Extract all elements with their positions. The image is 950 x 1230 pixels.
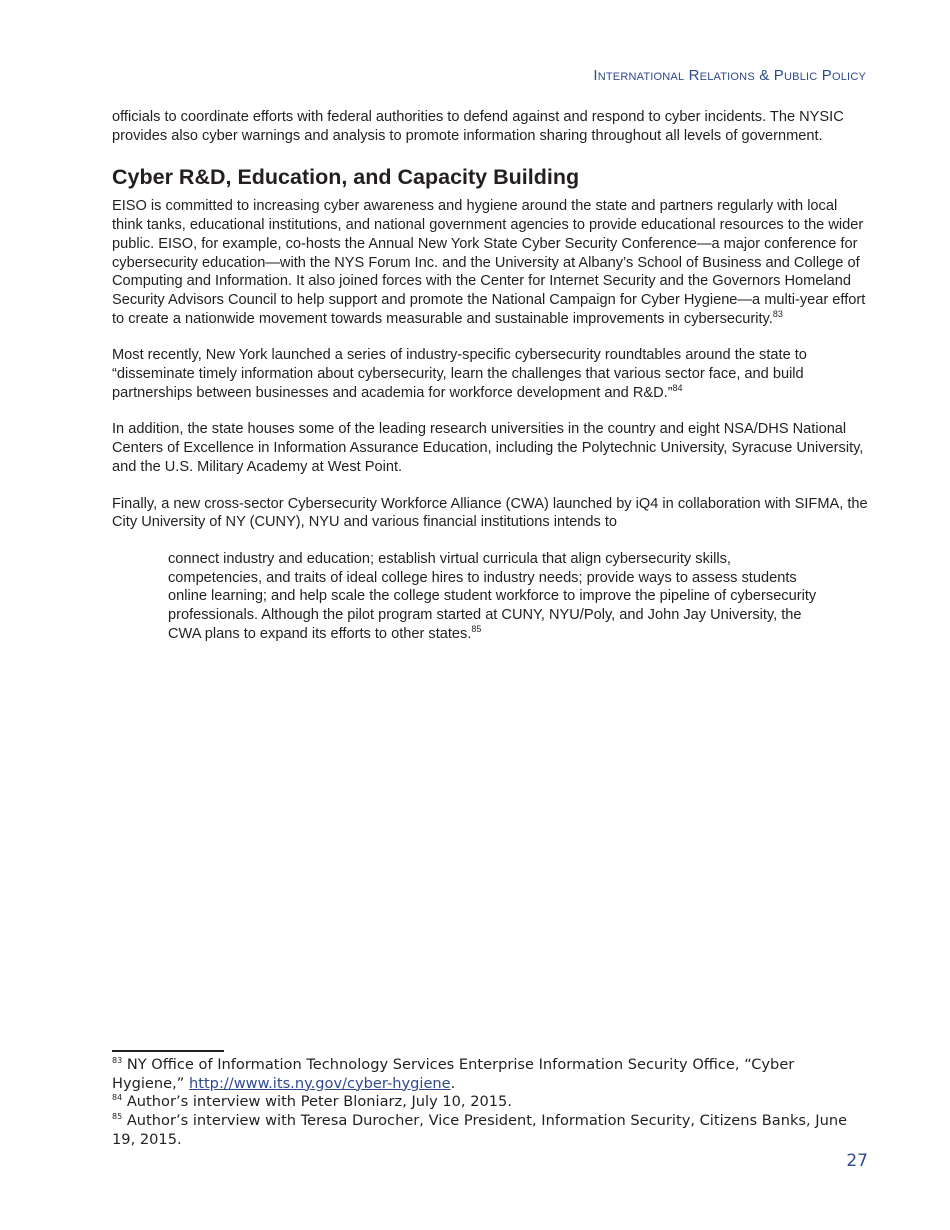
section-heading: Cyber R&D, Education, and Capacity Building	[112, 165, 580, 190]
footnote-number: 83	[112, 1056, 123, 1066]
footnote-text: NY Office of Information Technology Services Enterprise Information Security Office, “Cyber Hygiene,”	[112, 1056, 795, 1092]
paragraph-roundtables-text: Most recently, New York launched a series of industry-specific cybersecurity roundtables around the state to “disseminate timely information about cybersecurity, learn the challenges that various sector face, and build partnerships between businesses and academia for workforce development and R&D.”	[112, 347, 807, 401]
block-quote-text: connect industry and education; establish virtual curricula that align cybersecurity skills, competencies, and traits of ideal college hires to industry needs; provide ways to assess students online learning; and help scale the college student workforce to improve the pipeline of cybersecurity professionals. Although the pilot program started at CUNY, NYU/Poly, and John Jay University, the CWA plans to expand its efforts to other states.	[168, 550, 817, 642]
footnote-divider	[112, 1050, 224, 1052]
paragraph-eiso	[112, 197, 868, 328]
paragraph-cwa: Finally, a new cross-sector Cybersecurity Workforce Alliance (CWA) launched by iQ4 in collaboration with SIFMA, the City University of NY (CUNY), NYU and various financial institutions intends to	[112, 495, 868, 531]
paragraph-universities: In addition, the state houses some of the leading research universities in the country and eight NSA/DHS National Centers of Excellence in Information Assurance Education, including the Polytechnic University, Syracuse University, and the U.S. Military Academy at West Point.	[112, 421, 864, 475]
footnote-number: 85	[112, 1112, 123, 1122]
footnote-84	[112, 1093, 868, 1112]
footnote-85	[112, 1112, 868, 1149]
footnote-text: Author’s interview with Teresa Durocher, Vice President, Information Security, Citizens Banks, June 19, 2015.	[112, 1112, 848, 1148]
footnote-period: .	[450, 1074, 456, 1092]
footnote-number: 84	[112, 1093, 123, 1103]
footnote-83	[112, 1056, 868, 1093]
paragraph-roundtables	[112, 346, 868, 402]
footnote-link[interactable]: http://www.its.ny.gov/cyber-hygiene	[188, 1074, 451, 1092]
paragraph-eiso-text: EISO is committed to increasing cyber awareness and hygiene around the state and partners regularly with local think tanks, educational institutions, and national government agencies to provide educational resources to the wider public. EISO, for example, co-hosts the Annual New York State Cyber Security Conference—a major conference for cybersecurity education—with the NYS Forum Inc. and the University at Albany’s School of Business and College of Computing and Information. It also joined forces with the Center for Internet Security and the Governors Homeland Security Advisors Council to help support and promote the National Campaign for Cyber Hygiene—a multi-year effort to create a nationwide movement towards measurable and sustainable improvements in cybersecurity.	[112, 198, 866, 327]
footnote-ref-85[interactable]: 85	[471, 623, 482, 634]
footnotes	[112, 1050, 868, 1150]
running-header: International Relations & Public Policy	[593, 67, 866, 84]
footnote-ref-84[interactable]: 84	[672, 382, 683, 393]
page-number: 27	[846, 1151, 868, 1171]
paragraph-continued: officials to coordinate efforts with federal authorities to defend against and respond to cyber incidents. The NYSIC provides also cyber warnings and analysis to promote information sharing throughout all levels of government.	[112, 109, 844, 144]
footnote-ref-83[interactable]: 83	[772, 308, 783, 319]
main-content	[112, 108, 868, 643]
footnote-text: Author’s interview with Peter Bloniarz, July 10, 2015.	[126, 1093, 512, 1111]
block-quote	[168, 550, 818, 644]
